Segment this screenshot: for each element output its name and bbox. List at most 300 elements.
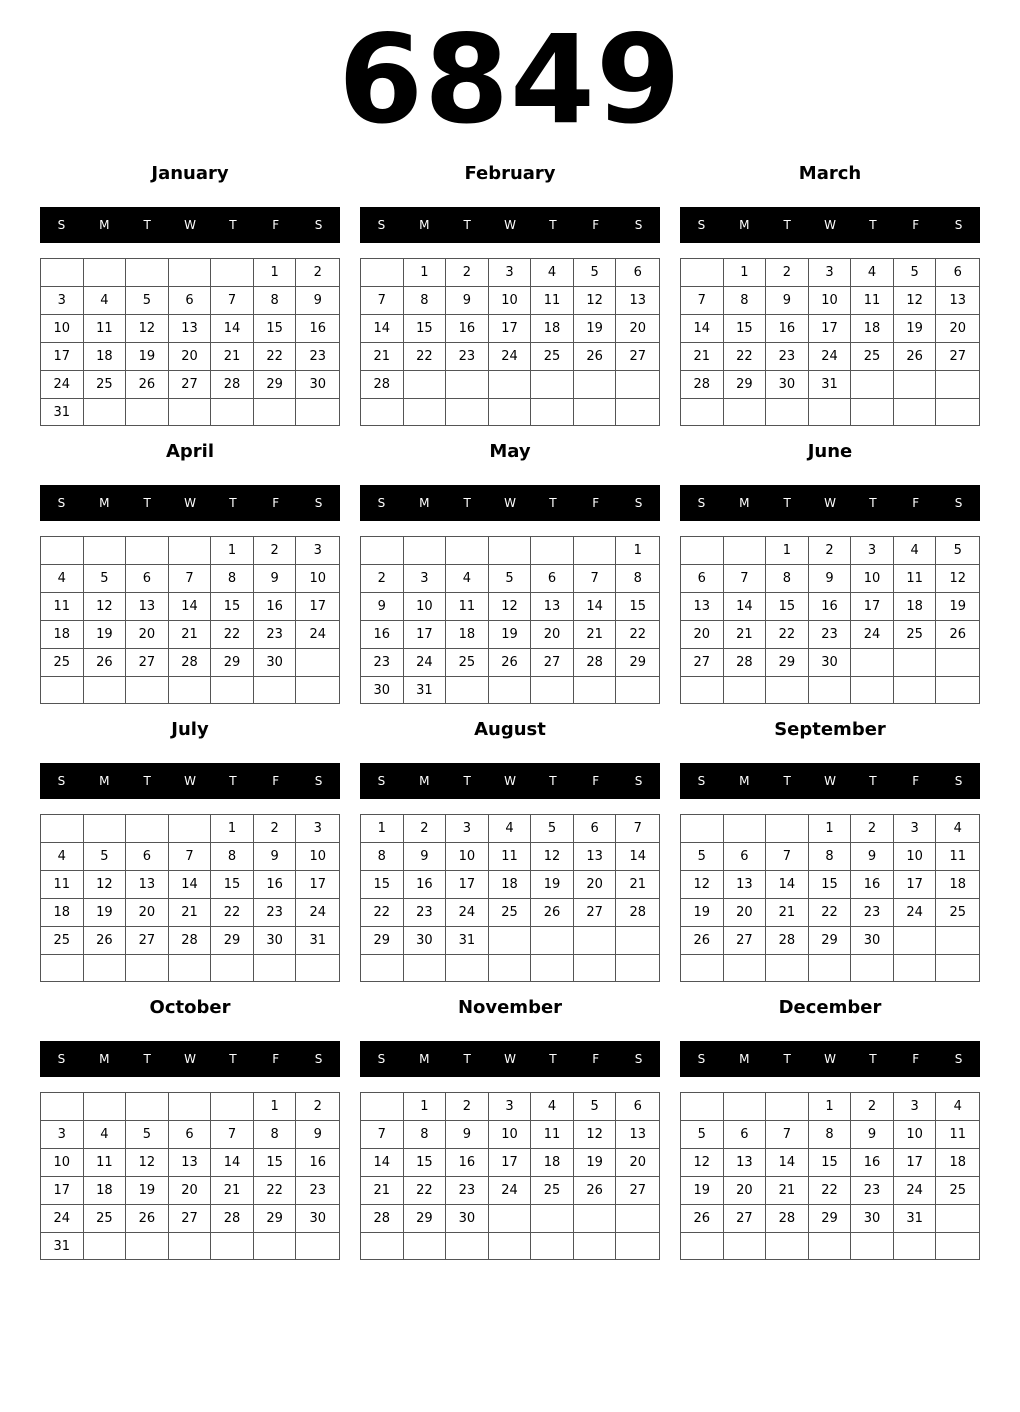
- empty-cell: [766, 677, 809, 703]
- empty-cell: [616, 371, 659, 399]
- empty-cell: [41, 259, 84, 287]
- day-cell: 21: [361, 343, 404, 371]
- month-name: April: [165, 441, 215, 462]
- day-cell: 19: [126, 1177, 169, 1205]
- empty-cell: [681, 537, 724, 565]
- weekday-label: S: [954, 496, 963, 510]
- day-cell: 21: [681, 343, 724, 371]
- empty-cell: [616, 1205, 659, 1233]
- day-cell: 29: [616, 649, 659, 677]
- day-cell: 25: [936, 1177, 979, 1205]
- day-cell: 4: [531, 1093, 574, 1121]
- day-cell: 26: [489, 649, 532, 677]
- weekday-label: W: [824, 496, 836, 510]
- day-cell: 6: [531, 565, 574, 593]
- day-cell: 14: [361, 1149, 404, 1177]
- weekday-label: M: [419, 218, 430, 232]
- day-cell: 13: [126, 593, 169, 621]
- day-cell: 3: [296, 815, 339, 843]
- empty-cell: [126, 537, 169, 565]
- day-cell: 7: [169, 843, 212, 871]
- empty-cell: [894, 371, 937, 399]
- day-cell: 25: [489, 899, 532, 927]
- weekday-label: T: [549, 1052, 557, 1066]
- day-cell: 20: [126, 899, 169, 927]
- empty-cell: [574, 1205, 617, 1233]
- day-cell: 27: [169, 371, 212, 399]
- day-cell: 16: [254, 871, 297, 899]
- day-cell: 30: [296, 371, 339, 399]
- weekday-label: T: [463, 496, 471, 510]
- empty-cell: [169, 815, 212, 843]
- day-cell: 29: [211, 649, 254, 677]
- weekday-label: S: [57, 496, 66, 510]
- day-cell: 28: [169, 649, 212, 677]
- weekday-header: [680, 1041, 980, 1077]
- day-cell: 4: [84, 287, 127, 315]
- day-cell: 11: [936, 1121, 979, 1149]
- day-cell: 23: [254, 899, 297, 927]
- day-cell: 8: [404, 1121, 447, 1149]
- empty-cell: [126, 677, 169, 703]
- day-cell: 26: [936, 621, 979, 649]
- day-cell: 6: [936, 259, 979, 287]
- empty-cell: [211, 399, 254, 426]
- empty-cell: [531, 371, 574, 399]
- day-grid: [360, 536, 660, 704]
- weekday-label: T: [549, 496, 557, 510]
- day-cell: 9: [809, 565, 852, 593]
- day-cell: 27: [531, 649, 574, 677]
- day-cell: 21: [766, 899, 809, 927]
- day-cell: 17: [296, 871, 339, 899]
- weekday-label: F: [912, 218, 920, 232]
- month-name: June: [807, 441, 853, 462]
- day-cell: 14: [766, 1149, 809, 1177]
- day-cell: 14: [211, 1149, 254, 1177]
- day-cell: 15: [616, 593, 659, 621]
- day-cell: 20: [169, 343, 212, 371]
- day-cell: 11: [531, 1121, 574, 1149]
- day-cell: 24: [894, 899, 937, 927]
- day-cell: 17: [851, 593, 894, 621]
- day-cell: 23: [446, 343, 489, 371]
- empty-cell: [126, 399, 169, 426]
- day-cell: 28: [211, 1205, 254, 1233]
- empty-cell: [766, 955, 809, 981]
- empty-cell: [724, 815, 767, 843]
- weekday-label: M: [419, 1052, 430, 1066]
- empty-cell: [574, 927, 617, 955]
- empty-cell: [574, 371, 617, 399]
- month-name: May: [489, 441, 531, 462]
- day-cell: 26: [531, 899, 574, 927]
- empty-cell: [126, 1233, 169, 1260]
- day-cell: 18: [936, 871, 979, 899]
- day-cell: 23: [404, 899, 447, 927]
- empty-cell: [169, 399, 212, 426]
- day-cell: 11: [41, 593, 84, 621]
- empty-cell: [489, 371, 532, 399]
- day-cell: 8: [809, 1121, 852, 1149]
- weekday-label: F: [272, 774, 280, 788]
- empty-cell: [169, 677, 212, 703]
- day-cell: 16: [446, 1149, 489, 1177]
- day-cell: 19: [84, 621, 127, 649]
- empty-cell: [894, 927, 937, 955]
- day-cell: 3: [851, 537, 894, 565]
- empty-cell: [169, 955, 212, 981]
- day-cell: 3: [809, 259, 852, 287]
- day-cell: 19: [681, 1177, 724, 1205]
- day-cell: 14: [681, 315, 724, 343]
- day-cell: 29: [404, 1205, 447, 1233]
- day-cell: 9: [446, 1121, 489, 1149]
- weekday-label: T: [869, 218, 877, 232]
- day-cell: 28: [681, 371, 724, 399]
- day-cell: 2: [254, 537, 297, 565]
- day-cell: 7: [211, 287, 254, 315]
- empty-cell: [84, 399, 127, 426]
- empty-cell: [894, 649, 937, 677]
- day-cell: 13: [169, 1149, 212, 1177]
- empty-cell: [809, 677, 852, 703]
- empty-cell: [681, 1093, 724, 1121]
- day-cell: 3: [894, 815, 937, 843]
- day-cell: 16: [851, 1149, 894, 1177]
- day-cell: 6: [126, 565, 169, 593]
- day-cell: 2: [404, 815, 447, 843]
- weekday-label: W: [184, 218, 196, 232]
- day-cell: 26: [84, 927, 127, 955]
- day-cell: 18: [936, 1149, 979, 1177]
- empty-cell: [766, 1233, 809, 1259]
- day-cell: 12: [574, 1121, 617, 1149]
- day-cell: 19: [574, 315, 617, 343]
- day-cell: 22: [809, 1177, 852, 1205]
- day-cell: 30: [404, 927, 447, 955]
- day-cell: 12: [681, 1149, 724, 1177]
- day-cell: 16: [254, 593, 297, 621]
- day-cell: 24: [809, 343, 852, 371]
- day-cell: 30: [446, 1205, 489, 1233]
- day-cell: 12: [936, 565, 979, 593]
- empty-cell: [446, 677, 489, 704]
- day-cell: 3: [41, 287, 84, 315]
- day-cell: 31: [296, 927, 339, 955]
- day-cell: 12: [84, 593, 127, 621]
- day-cell: 9: [851, 1121, 894, 1149]
- empty-cell: [766, 1093, 809, 1121]
- weekday-label: T: [463, 1052, 471, 1066]
- empty-cell: [446, 399, 489, 425]
- day-cell: 30: [851, 927, 894, 955]
- day-cell: 5: [84, 843, 127, 871]
- weekday-label: T: [549, 218, 557, 232]
- day-cell: 15: [254, 1149, 297, 1177]
- empty-cell: [616, 677, 659, 704]
- day-cell: 24: [296, 899, 339, 927]
- day-cell: 21: [211, 1177, 254, 1205]
- day-cell: 29: [254, 371, 297, 399]
- day-cell: 13: [531, 593, 574, 621]
- day-cell: 7: [211, 1121, 254, 1149]
- day-cell: 24: [851, 621, 894, 649]
- empty-cell: [531, 677, 574, 704]
- day-cell: 28: [211, 371, 254, 399]
- empty-cell: [766, 399, 809, 425]
- month-name: September: [774, 719, 886, 740]
- day-cell: 31: [41, 399, 84, 426]
- weekday-label: T: [143, 218, 151, 232]
- day-cell: 7: [574, 565, 617, 593]
- empty-cell: [489, 537, 532, 565]
- empty-cell: [296, 649, 339, 677]
- day-cell: 28: [361, 371, 404, 399]
- day-cell: 6: [574, 815, 617, 843]
- weekday-label: M: [739, 218, 750, 232]
- day-cell: 3: [489, 1093, 532, 1121]
- day-cell: 7: [766, 843, 809, 871]
- empty-cell: [574, 537, 617, 565]
- day-cell: 1: [404, 259, 447, 287]
- day-cell: 21: [169, 621, 212, 649]
- day-cell: 8: [766, 565, 809, 593]
- day-cell: 30: [851, 1205, 894, 1233]
- day-cell: 2: [296, 259, 339, 287]
- day-grid: [360, 814, 660, 982]
- day-cell: 29: [254, 1205, 297, 1233]
- month-name: January: [151, 163, 229, 184]
- day-cell: 6: [681, 565, 724, 593]
- day-cell: 29: [809, 927, 852, 955]
- day-cell: 15: [254, 315, 297, 343]
- day-cell: 22: [809, 899, 852, 927]
- day-cell: 8: [809, 843, 852, 871]
- empty-cell: [404, 371, 447, 399]
- day-cell: 4: [41, 843, 84, 871]
- empty-cell: [211, 259, 254, 287]
- month-name: December: [778, 997, 882, 1018]
- day-cell: 22: [724, 343, 767, 371]
- day-cell: 10: [809, 287, 852, 315]
- empty-cell: [446, 955, 489, 981]
- day-cell: 15: [404, 1149, 447, 1177]
- empty-cell: [169, 1093, 212, 1121]
- weekday-label: F: [912, 496, 920, 510]
- weekday-header: [360, 1041, 660, 1077]
- day-cell: 17: [489, 1149, 532, 1177]
- weekday-label: W: [504, 496, 516, 510]
- day-cell: 11: [84, 315, 127, 343]
- day-cell: 26: [574, 1177, 617, 1205]
- day-cell: 14: [766, 871, 809, 899]
- empty-cell: [809, 1233, 852, 1259]
- empty-cell: [404, 955, 447, 981]
- day-cell: 10: [489, 1121, 532, 1149]
- day-cell: 17: [809, 315, 852, 343]
- day-cell: 27: [574, 899, 617, 927]
- day-cell: 6: [724, 1121, 767, 1149]
- day-cell: 5: [681, 1121, 724, 1149]
- weekday-label: M: [419, 774, 430, 788]
- weekday-label: T: [463, 774, 471, 788]
- day-cell: 18: [84, 343, 127, 371]
- empty-cell: [296, 399, 339, 426]
- day-cell: 15: [211, 593, 254, 621]
- day-grid: [680, 1092, 980, 1260]
- day-cell: 21: [361, 1177, 404, 1205]
- day-cell: 23: [851, 1177, 894, 1205]
- empty-cell: [211, 1233, 254, 1260]
- day-cell: 28: [766, 1205, 809, 1233]
- day-cell: 16: [809, 593, 852, 621]
- day-grid: [40, 1092, 340, 1260]
- day-cell: 28: [574, 649, 617, 677]
- empty-cell: [84, 537, 127, 565]
- empty-cell: [531, 1205, 574, 1233]
- day-cell: 3: [489, 259, 532, 287]
- weekday-label: S: [697, 774, 706, 788]
- day-cell: 17: [446, 871, 489, 899]
- day-cell: 12: [126, 1149, 169, 1177]
- empty-cell: [211, 1093, 254, 1121]
- day-cell: 2: [446, 1093, 489, 1121]
- day-cell: 20: [531, 621, 574, 649]
- day-cell: 2: [766, 259, 809, 287]
- empty-cell: [851, 1233, 894, 1259]
- day-cell: 23: [446, 1177, 489, 1205]
- empty-cell: [254, 955, 297, 981]
- weekday-label: W: [184, 1052, 196, 1066]
- weekday-label: F: [592, 218, 600, 232]
- day-cell: 5: [84, 565, 127, 593]
- day-cell: 17: [404, 621, 447, 649]
- day-cell: 2: [851, 815, 894, 843]
- day-cell: 5: [574, 1093, 617, 1121]
- empty-cell: [724, 1093, 767, 1121]
- day-cell: 29: [809, 1205, 852, 1233]
- day-cell: 7: [361, 287, 404, 315]
- day-cell: 11: [446, 593, 489, 621]
- day-cell: 12: [894, 287, 937, 315]
- day-cell: 13: [724, 1149, 767, 1177]
- weekday-label: S: [314, 774, 323, 788]
- weekday-label: W: [824, 218, 836, 232]
- day-cell: 14: [724, 593, 767, 621]
- day-cell: 14: [574, 593, 617, 621]
- day-cell: 29: [724, 371, 767, 399]
- weekday-header: [680, 207, 980, 243]
- empty-cell: [211, 955, 254, 981]
- day-cell: 4: [531, 259, 574, 287]
- weekday-label: F: [912, 774, 920, 788]
- day-cell: 16: [296, 1149, 339, 1177]
- day-cell: 20: [126, 621, 169, 649]
- empty-cell: [361, 399, 404, 425]
- day-cell: 30: [361, 677, 404, 704]
- empty-cell: [84, 677, 127, 703]
- day-cell: 24: [41, 371, 84, 399]
- weekday-label: F: [912, 1052, 920, 1066]
- empty-cell: [724, 399, 767, 425]
- day-cell: 21: [616, 871, 659, 899]
- day-cell: 21: [724, 621, 767, 649]
- day-cell: 12: [531, 843, 574, 871]
- day-cell: 8: [254, 1121, 297, 1149]
- month-name: November: [457, 997, 563, 1018]
- weekday-header: [40, 207, 340, 243]
- day-cell: 24: [894, 1177, 937, 1205]
- day-cell: 2: [851, 1093, 894, 1121]
- weekday-label: T: [783, 218, 791, 232]
- day-grid: [680, 536, 980, 704]
- day-cell: 1: [809, 815, 852, 843]
- day-cell: 31: [41, 1233, 84, 1260]
- day-cell: 17: [41, 343, 84, 371]
- empty-cell: [531, 1233, 574, 1259]
- day-cell: 18: [446, 621, 489, 649]
- weekday-label: M: [99, 774, 110, 788]
- empty-cell: [446, 371, 489, 399]
- day-cell: 1: [361, 815, 404, 843]
- weekday-label: S: [697, 218, 706, 232]
- day-cell: 6: [616, 1093, 659, 1121]
- day-cell: 8: [254, 287, 297, 315]
- weekday-label: M: [99, 1052, 110, 1066]
- weekday-header: [40, 1041, 340, 1077]
- empty-cell: [489, 1233, 532, 1259]
- day-cell: 5: [489, 565, 532, 593]
- weekday-label: T: [549, 774, 557, 788]
- weekday-label: F: [272, 218, 280, 232]
- day-cell: 22: [404, 343, 447, 371]
- day-cell: 5: [574, 259, 617, 287]
- year-title: 6849: [338, 9, 682, 151]
- weekday-label: W: [824, 774, 836, 788]
- day-cell: 5: [936, 537, 979, 565]
- weekday-label: T: [783, 496, 791, 510]
- weekday-label: S: [377, 774, 386, 788]
- day-cell: 14: [616, 843, 659, 871]
- empty-cell: [936, 1233, 979, 1259]
- day-cell: 6: [126, 843, 169, 871]
- month-name: August: [474, 719, 546, 740]
- day-cell: 3: [41, 1121, 84, 1149]
- day-cell: 17: [41, 1177, 84, 1205]
- day-cell: 4: [894, 537, 937, 565]
- day-cell: 7: [169, 565, 212, 593]
- day-cell: 26: [681, 1205, 724, 1233]
- month-name: March: [798, 163, 862, 184]
- day-cell: 29: [361, 927, 404, 955]
- day-cell: 27: [126, 927, 169, 955]
- day-cell: 7: [724, 565, 767, 593]
- weekday-header: [680, 763, 980, 799]
- day-cell: 26: [126, 371, 169, 399]
- day-cell: 8: [404, 287, 447, 315]
- day-cell: 20: [616, 315, 659, 343]
- day-cell: 9: [254, 565, 297, 593]
- weekday-label: T: [229, 774, 237, 788]
- empty-cell: [681, 399, 724, 425]
- weekday-label: W: [504, 774, 516, 788]
- empty-cell: [574, 677, 617, 704]
- day-cell: 1: [724, 259, 767, 287]
- weekday-label: W: [504, 218, 516, 232]
- day-cell: 8: [211, 843, 254, 871]
- day-cell: 5: [894, 259, 937, 287]
